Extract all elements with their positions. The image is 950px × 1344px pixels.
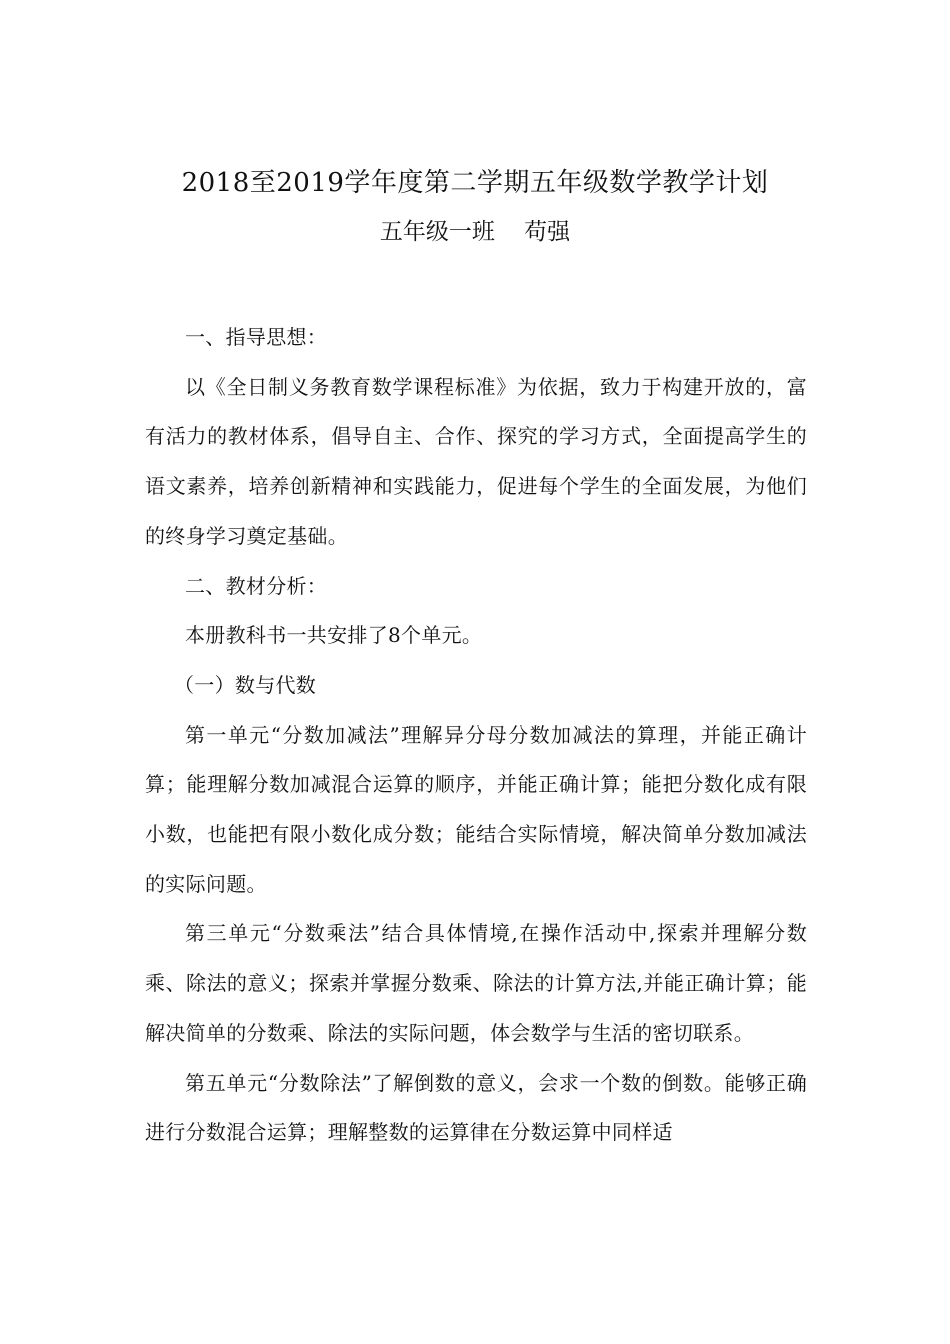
section-heading-analysis: 二、教材分析： bbox=[185, 573, 328, 598]
section-heading-guiding: 一、指导思想： bbox=[185, 325, 328, 349]
paragraph-unit-5: 第五单元“分数除法”了解倒数的意义，会求一个数的倒数。能够正确进行分数混合运算；理解整数的运算律在分数运算中同样适 bbox=[145, 1070, 807, 1145]
sub-heading-numbers-algebra: （一）数与代数 bbox=[174, 672, 317, 697]
document-title: 2018至2019学年度第二学期五年级数学教学计划 bbox=[181, 168, 769, 198]
paragraph-unit-1: 第一单元“分数加减法”理解异分母分数加减法的算理，并能正确计算；能理解分数加减混合运算的顺序，并能正确计算；能把分数化成有限小数，也能把有限小数化成分数；能结合实际情境，解决简单分数加减法的实际问题。 bbox=[145, 722, 807, 896]
document-subtitle: 五年级一班 苟强 bbox=[379, 219, 571, 245]
paragraph-unit-3: 第三单元“分数乘法”结合具体情境,在操作活动中,探索并理解分数乘、除法的意义；探索并掌握分数乘、除法的计算方法,并能正确计算；能解决简单的分数乘、除法的实际问题，体会数学与生活的密切联系。 bbox=[145, 921, 807, 1045]
paragraph-analysis-intro: 本册教科书一共安排了8个单元。 bbox=[185, 623, 483, 648]
paragraph-guiding: 以《全日制义务教育数学课程标准》为依据，致力于构建开放的，富有活力的教材体系，倡导自主、合作、探究的学习方式，全面提高学生的语文素养，培养创新精神和实践能力，促进每个学生的全面发展，为他们的终身学习奠定基础。 bbox=[145, 374, 807, 548]
document-body bbox=[145, 313, 807, 1158]
